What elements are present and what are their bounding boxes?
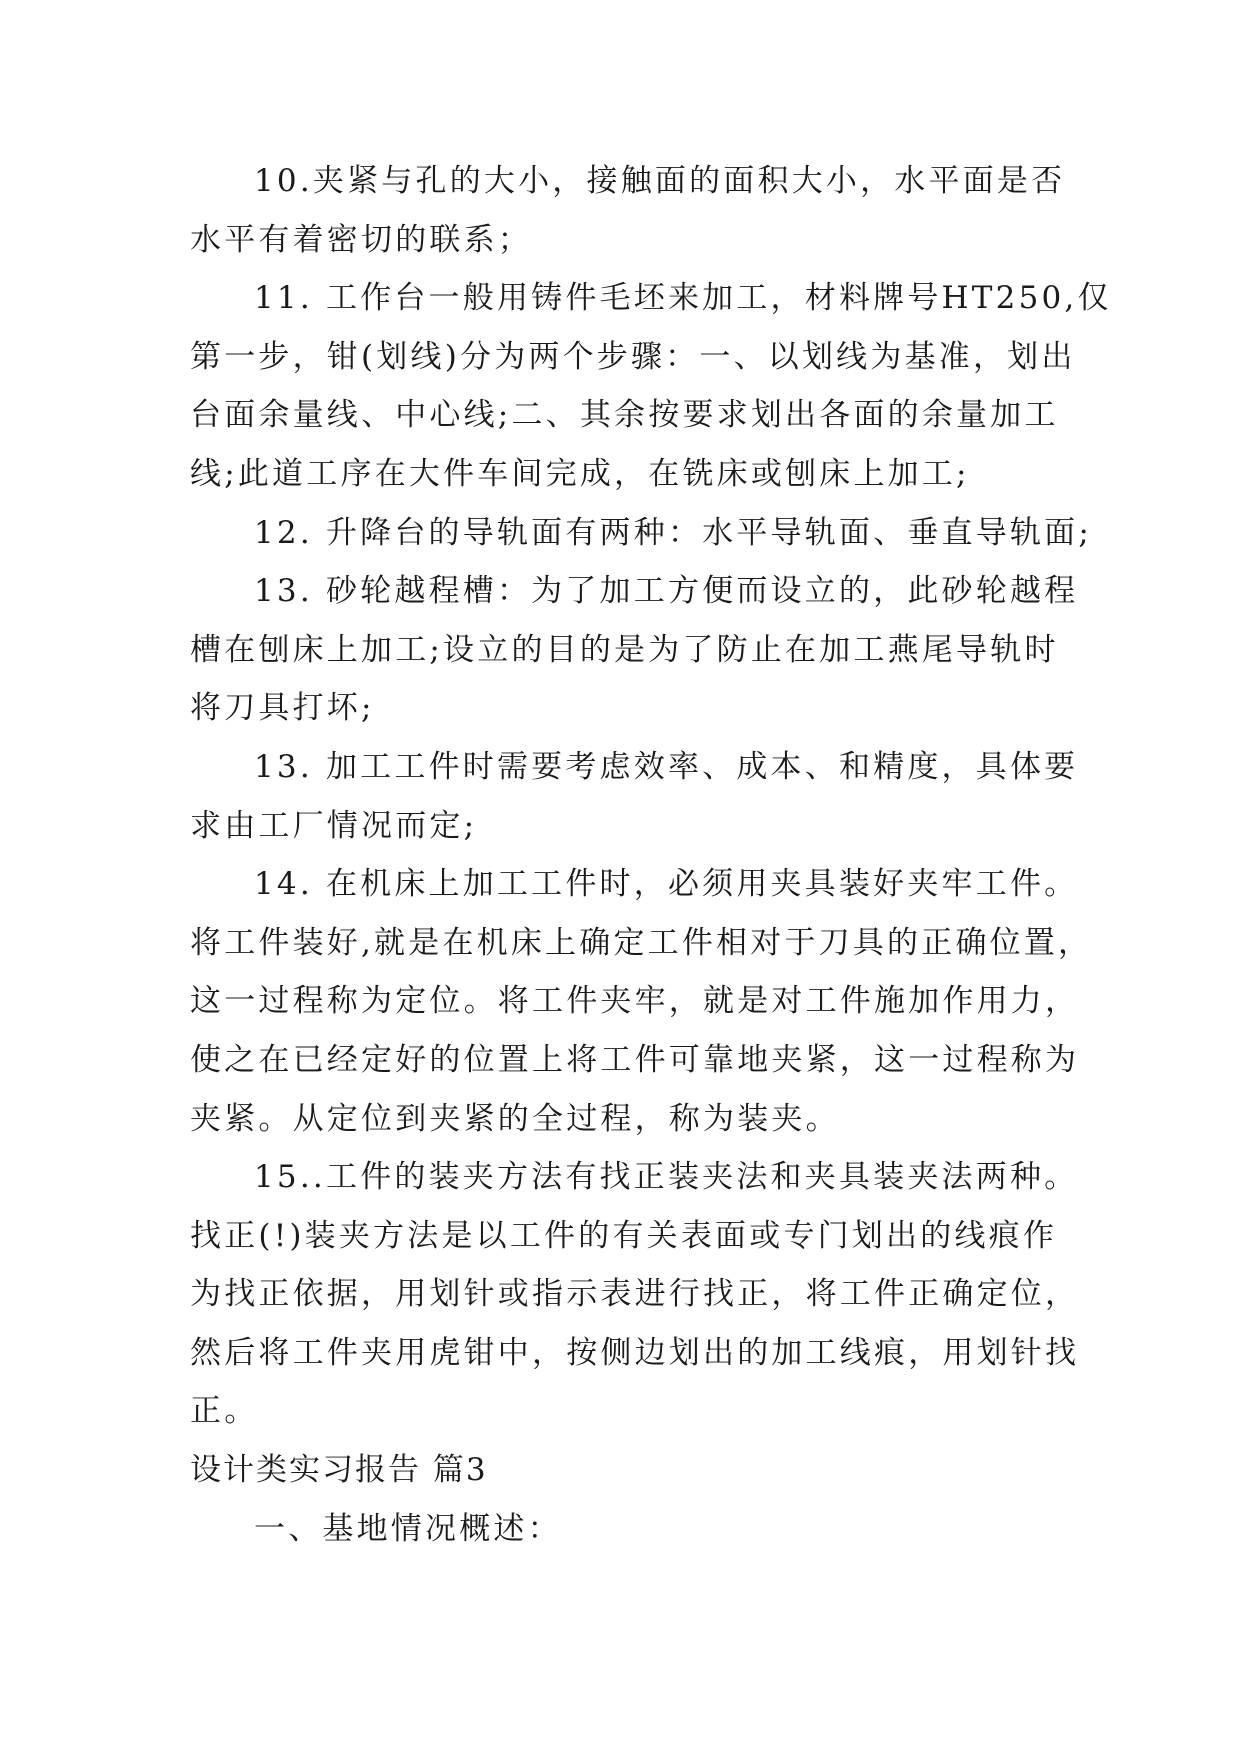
paragraph-line: 11. 工作台一般用铸件毛坯来加工，材料牌号HT250,仅 xyxy=(254,280,1112,317)
paragraph-line: 13. 砂轮越程槽：为了加工方便而设立的，此砂轮越程 xyxy=(254,573,1079,610)
paragraph-line: 找正(!)装夹方法是以工件的有关表面或专门划出的线痕作 xyxy=(190,1217,1058,1254)
paragraph-line: 使之在已经定好的位置上将工件可靠地夹紧，这一过程称为 xyxy=(190,1041,1080,1078)
paragraph-line: 求由工厂情况而定; xyxy=(190,807,478,844)
paragraph-line: 然后将工件夹用虎钳中，按侧边划出的加工线痕，用划针找 xyxy=(190,1334,1080,1371)
paragraph-line: 线;此道工序在大件车间完成，在铣床或刨床上加工; xyxy=(190,455,970,492)
paragraph-line: 台面余量线、中心线;二、其余按要求划出各面的余量加工 xyxy=(190,397,1059,434)
paragraph-line: 将刀具打坏; xyxy=(190,690,375,727)
paragraph-line: 水平有着密切的联系； xyxy=(190,221,532,258)
paragraph-line: 将工件装好,就是在机床上确定工件相对于刀具的正确位置， xyxy=(190,924,1093,961)
paragraph-line: 第一步，钳(划线)分为两个步骤：一、以划线为基准，划出 xyxy=(190,338,1076,375)
paragraph-line: 13. 加工工件时需要考虑效率、成本、和精度，具体要 xyxy=(254,748,1079,785)
paragraph-line: 这一过程称为定位。将工件夹牢，就是对工件施加作用力， xyxy=(190,983,1080,1020)
document-page xyxy=(190,152,1112,1558)
section-heading: 设计类实习报告 篇3 xyxy=(190,1452,488,1489)
paragraph-line: 15..工件的装夹方法有找正装夹法和夹具装夹法两种。 xyxy=(254,1159,1079,1196)
paragraph-line: 10.夹紧与孔的大小，接触面的面积大小，水平面是否 xyxy=(254,163,1066,199)
paragraph-line: 槽在刨床上加工;设立的目的是为了防止在加工燕尾导轨时 xyxy=(190,631,1059,668)
paragraph-line: 12. 升降台的导轨面有两种：水平导轨面、垂直导轨面; xyxy=(254,514,1092,551)
paragraph-line: 14. 在机床上加工工件时，必须用夹具装好夹牢工件。 xyxy=(254,866,1079,903)
paragraph-line: 为找正依据，用划针或指示表进行找正，将工件正确定位， xyxy=(190,1276,1080,1313)
paragraph-line: 夹紧。从定位到夹紧的全过程，称为装夹。 xyxy=(190,1100,840,1137)
subsection-heading: 一、基地情况概述： xyxy=(254,1510,562,1547)
paragraph-line: 正。 xyxy=(190,1393,259,1430)
